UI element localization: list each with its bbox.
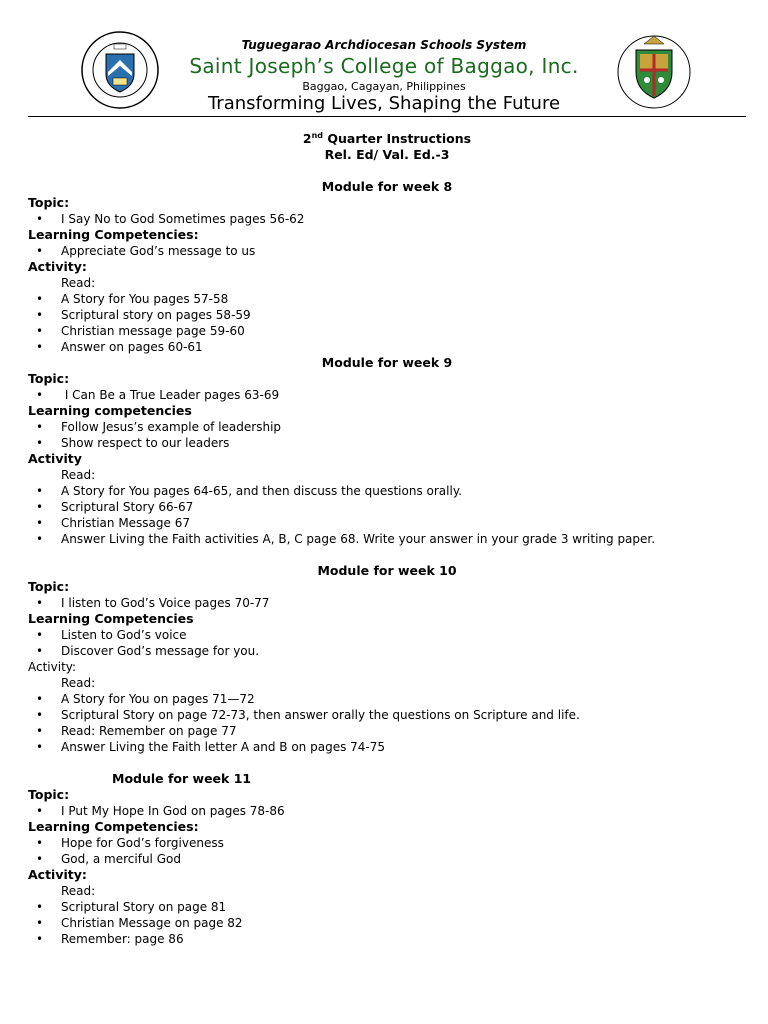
competencies-label: Learning Competencies xyxy=(28,611,194,626)
topic-label: Topic: xyxy=(28,579,70,594)
activity-item: • Scriptural Story 66-67 xyxy=(36,500,194,514)
activity-label: Activity: xyxy=(28,660,77,674)
school-name: Saint Joseph’s College of Baggao, Inc. xyxy=(189,54,579,78)
week-9-heading: Module for week 9 xyxy=(321,355,453,370)
competency-item: • Follow Jesus’s example of leadership xyxy=(36,420,282,434)
topic-label: Topic: xyxy=(28,787,70,802)
week-8-heading: Module for week 8 xyxy=(321,179,453,194)
week-11-heading: Module for week 11 xyxy=(112,771,252,786)
topic-label: Topic: xyxy=(28,371,70,386)
activity-item: • A Story for You on pages 71—72 xyxy=(36,692,255,706)
activity-item: • Scriptural story on pages 58-59 xyxy=(36,308,251,322)
archdiocesan-seal-logo xyxy=(614,30,694,110)
read-label: Read: xyxy=(61,884,96,898)
letterhead xyxy=(0,0,768,120)
activity-label: Activity: xyxy=(28,867,87,882)
competencies-label: Learning Competencies: xyxy=(28,227,199,242)
competencies-label: Learning competencies xyxy=(28,403,192,418)
read-label: Read: xyxy=(61,676,96,690)
read-label: Read: xyxy=(61,276,96,290)
header-divider xyxy=(28,116,746,117)
activity-item: • Answer on pages 60-61 xyxy=(36,340,203,354)
instructions-document xyxy=(28,131,746,947)
week-10-heading: Module for week 10 xyxy=(317,563,457,578)
activity-item: • Scriptural Story on page 81 xyxy=(36,900,227,914)
topic-item: • I Can Be a True Leader pages 63-69 xyxy=(36,388,280,402)
competency-item: • Discover God’s message for you. xyxy=(36,644,260,658)
activity-item: • Christian message page 59-60 xyxy=(36,324,245,338)
topic-item: • I listen to God’s Voice pages 70-77 xyxy=(36,596,270,610)
school-motto: Transforming Lives, Shaping the Future xyxy=(207,93,561,114)
activity-item: • Scriptural Story on page 72-73, then answer orally the questions on Scripture and life. xyxy=(36,708,580,722)
school-location: Baggao, Cagayan, Philippines xyxy=(302,80,466,93)
document-title: 2nd Quarter Instructions xyxy=(302,130,472,146)
competencies-label: Learning Competencies: xyxy=(28,819,199,834)
topic-item: • I Put My Hope In God on pages 78-86 xyxy=(36,804,285,818)
activity-item: • Remember: page 86 xyxy=(36,932,184,946)
competency-item: • Hope for God’s forgiveness xyxy=(36,836,224,850)
read-label: Read: xyxy=(61,468,96,482)
activity-item: • A Story for You pages 57-58 xyxy=(36,292,229,306)
competency-item: • God, a merciful God xyxy=(36,852,181,866)
activity-item: • Answer Living the Faith activities A, B, C page 68. Write your answer in your grade 3 writing paper. xyxy=(36,532,656,546)
activity-item: • Christian Message 67 xyxy=(36,516,190,530)
activity-item: • Read: Remember on page 77 xyxy=(36,724,237,738)
school-system-name: Tuguegarao Archdiocesan Schools System xyxy=(241,38,527,52)
activity-item: • A Story for You pages 64-65, and then discuss the questions orally. xyxy=(36,484,463,498)
activity-item: • Christian Message on page 82 xyxy=(36,916,243,930)
topic-item: • I Say No to God Sometimes pages 56-62 xyxy=(36,212,305,226)
competency-item: • Show respect to our leaders xyxy=(36,436,230,450)
competency-item: • Listen to God’s voice xyxy=(36,628,187,642)
activity-label: Activity: xyxy=(28,259,87,274)
competency-item: • Appreciate God’s message to us xyxy=(36,244,256,258)
subject-title: Rel. Ed/ Val. Ed.-3 xyxy=(324,147,450,162)
activity-item: • Answer Living the Faith letter A and B on pages 74-75 xyxy=(36,740,386,754)
activity-label: Activity xyxy=(28,451,82,466)
topic-label: Topic: xyxy=(28,195,70,210)
